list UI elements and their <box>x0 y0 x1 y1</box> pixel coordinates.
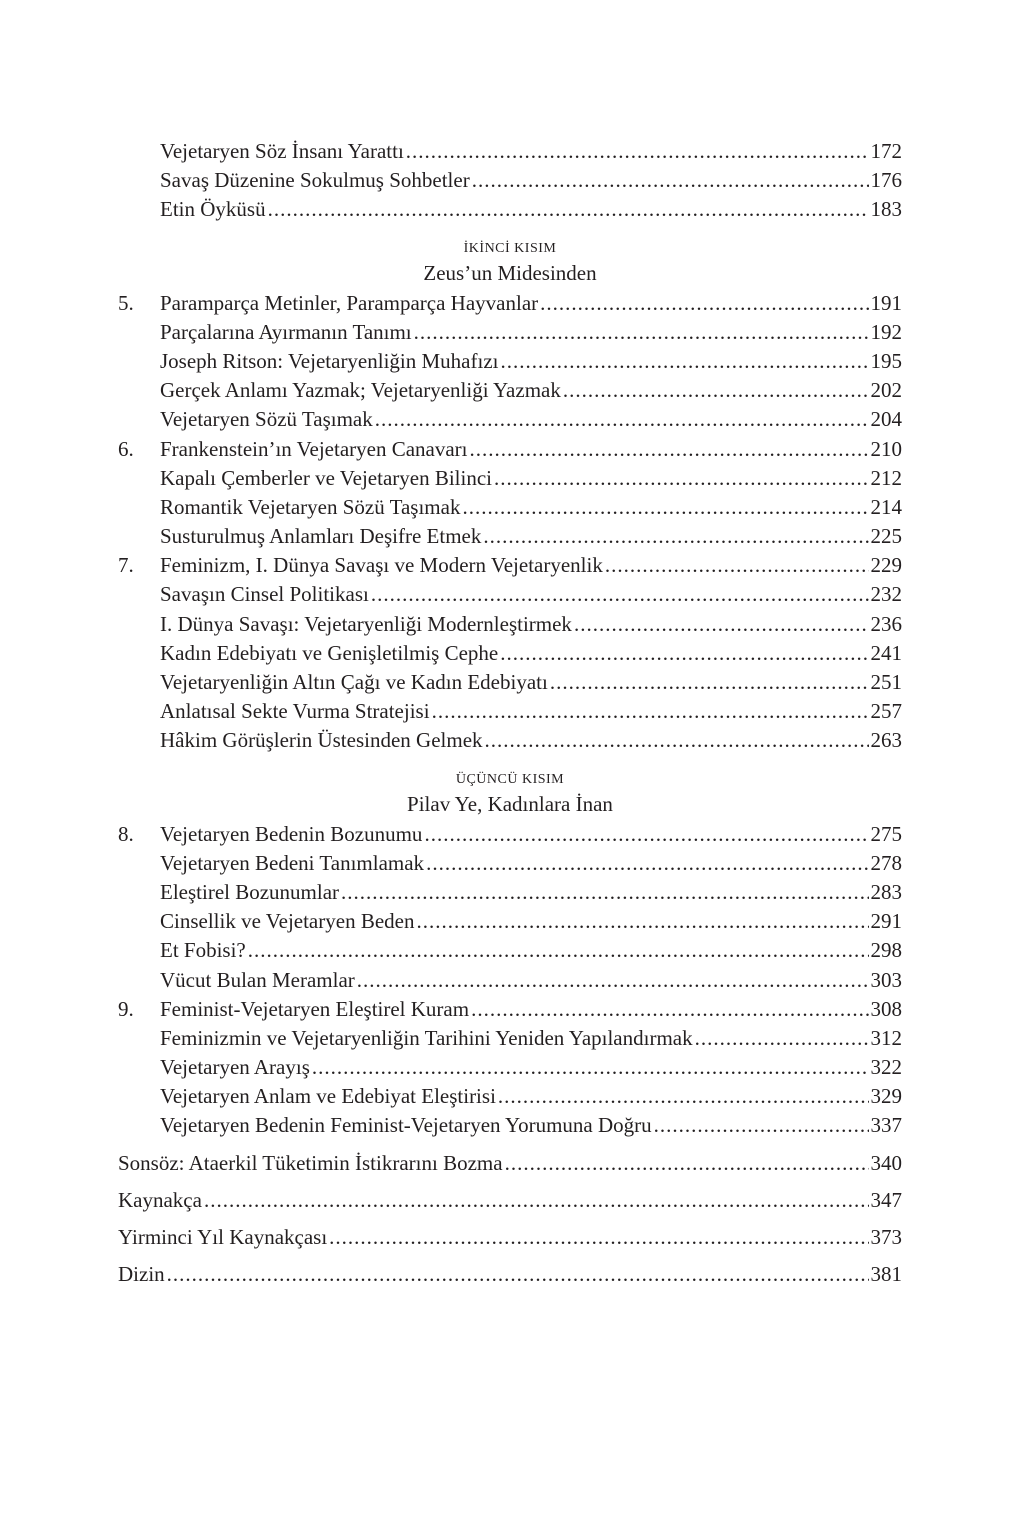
entry-title: Kapalı Çemberler ve Vejetaryen Bilinci <box>160 465 492 490</box>
entry-page: 373 <box>870 1224 902 1249</box>
leader-dots <box>505 1145 869 1182</box>
entry-page: 214 <box>870 494 902 519</box>
entry-title: Feminist-Vejetaryen Eleştirel Kuram <box>160 996 470 1021</box>
entry-page: 275 <box>870 821 902 846</box>
chapter-entry[interactable] <box>118 995 902 1024</box>
entry-page: 257 <box>870 699 902 724</box>
entry-title: Anlatısal Sekte Vurma Stratejisi <box>160 699 430 724</box>
section-entry[interactable] <box>118 907 902 936</box>
part-title: Pilav Ye, Kadınlara İnan <box>407 791 613 816</box>
section-entry[interactable] <box>118 878 902 907</box>
entry-title: Vejetaryen Arayış <box>160 1055 310 1080</box>
part-title: Zeus’un Midesinden <box>423 260 597 285</box>
entry-page: 241 <box>870 640 902 665</box>
entry-title: Etin Öyküsü <box>160 197 266 222</box>
chapter-number: 9. <box>118 996 134 1021</box>
section-entry[interactable] <box>118 697 902 726</box>
toc-entry[interactable] <box>118 166 902 195</box>
entry-title: Vejetaryen Sözü Taşımak <box>160 407 373 432</box>
leader-dots <box>416 907 868 936</box>
chapter-number: 8. <box>118 821 134 846</box>
leader-dots <box>471 995 868 1024</box>
section-entry[interactable] <box>118 610 902 639</box>
entry-title: Sonsöz: Ataerkil Tüketimin İstikrarını Bozma <box>118 1150 503 1175</box>
entry-title: Yirminci Yıl Kaynakçası <box>118 1224 328 1249</box>
entry-title: Savaş Düzenine Sokulmuş Sohbetler <box>160 168 470 193</box>
chapter-number: 6. <box>118 436 134 461</box>
entry-title: Gerçek Anlamı Yazmak; Vejetaryenliği Yazmak <box>160 378 561 403</box>
section-entry[interactable] <box>118 639 902 668</box>
chapter-entry[interactable] <box>118 820 902 849</box>
leader-dots <box>550 668 869 697</box>
leader-dots <box>204 1182 869 1219</box>
section-entry[interactable] <box>118 318 902 347</box>
entry-page: 204 <box>870 407 902 432</box>
entry-page: 337 <box>870 1113 902 1138</box>
entry-page: 322 <box>870 1055 902 1080</box>
section-entry[interactable] <box>118 405 902 434</box>
chapter-number: 5. <box>118 290 134 315</box>
back-matter-entry[interactable] <box>118 1182 902 1219</box>
entry-page: 172 <box>870 139 902 163</box>
entry-title: Vejetaryenliğin Altın Çağı ve Kadın Edebiyatı <box>160 670 548 694</box>
entry-page: 298 <box>870 938 902 963</box>
entry-page: 202 <box>870 378 902 403</box>
leader-dots <box>500 639 868 668</box>
entry-page: 340 <box>870 1150 902 1175</box>
leader-dots <box>605 551 869 580</box>
part-label: ÜÇÜNCÜ KISIM <box>455 771 565 787</box>
entry-title: Vejetaryen Bedenin Bozunumu <box>160 821 423 846</box>
leader-dots <box>500 347 868 376</box>
toc-entry[interactable] <box>118 137 902 166</box>
leader-dots <box>312 1053 869 1082</box>
entry-page: 308 <box>870 996 902 1021</box>
entry-page: 291 <box>870 909 902 934</box>
leader-dots <box>371 580 869 609</box>
entry-page: 236 <box>870 611 902 636</box>
leader-dots <box>494 464 869 493</box>
entry-page: 192 <box>870 319 902 344</box>
chapter-entry[interactable] <box>118 435 902 464</box>
section-entry[interactable] <box>118 580 902 609</box>
leader-dots <box>329 1219 868 1256</box>
section-entry[interactable] <box>118 347 902 376</box>
entry-title: Cinsellik ve Vejetaryen Beden <box>160 909 415 934</box>
entry-page: 251 <box>870 670 902 694</box>
entry-title: Feminizm, I. Dünya Savaşı ve Modern Vejetaryenlik <box>160 553 603 578</box>
entry-title: Frankenstein’ın Vejetaryen Canavarı <box>160 436 468 461</box>
entry-title: Kaynakça <box>118 1187 202 1212</box>
leader-dots <box>424 820 868 849</box>
leader-dots <box>432 697 869 726</box>
entry-title: Paramparça Metinler, Paramparça Hayvanlar <box>160 290 539 315</box>
leader-dots <box>563 376 869 405</box>
entry-page: 347 <box>870 1187 902 1212</box>
entry-page: 183 <box>870 197 902 222</box>
entry-title: Susturulmuş Anlamları Deşifre Etmek <box>160 524 482 549</box>
section-entry[interactable] <box>118 1024 902 1053</box>
leader-dots <box>357 966 869 995</box>
entry-title: Et Fobisi? <box>160 938 246 963</box>
entry-page: 229 <box>870 553 902 578</box>
toc-entry[interactable] <box>118 195 902 224</box>
entry-title: Parçalarına Ayırmanın Tanımı <box>160 319 412 344</box>
entry-page: 312 <box>870 1025 902 1050</box>
leader-dots <box>470 435 869 464</box>
leader-dots <box>472 166 869 195</box>
leader-dots <box>268 195 869 224</box>
entry-title: Eleştirel Bozunumlar <box>160 879 340 904</box>
entry-title: I. Dünya Savaşı: Vejetaryenliği Modernleştirmek <box>160 611 572 636</box>
entry-page: 225 <box>870 524 902 549</box>
leader-dots <box>574 610 869 639</box>
leader-dots <box>341 878 868 907</box>
leader-dots <box>540 289 868 318</box>
entry-page: 176 <box>870 168 902 193</box>
leader-dots <box>414 318 869 347</box>
section-entry[interactable] <box>118 966 902 995</box>
table-of-contents <box>118 137 902 1293</box>
section-entry[interactable] <box>118 464 902 493</box>
leader-dots <box>654 1111 869 1140</box>
entry-title: Romantik Vejetaryen Sözü Taşımak <box>160 494 461 519</box>
leader-dots <box>485 726 869 755</box>
entry-title: Vejetaryen Bedenin Feminist-Vejetaryen Yorumuna Doğru <box>160 1113 652 1138</box>
entry-page: 381 <box>870 1261 902 1286</box>
entry-page: 212 <box>870 465 902 490</box>
leader-dots <box>406 137 869 166</box>
section-entry[interactable] <box>118 1053 902 1082</box>
chapter-entry[interactable] <box>118 289 902 318</box>
entry-page: 263 <box>870 728 902 753</box>
section-entry[interactable] <box>118 522 902 551</box>
leader-dots <box>248 936 869 965</box>
back-matter-entry[interactable] <box>118 1256 902 1293</box>
leader-dots <box>695 1024 869 1053</box>
leader-dots <box>498 1082 869 1111</box>
entry-title: Vücut Bulan Meramlar <box>160 967 355 992</box>
back-matter-entry[interactable] <box>118 1219 902 1256</box>
entry-page: 278 <box>870 850 902 875</box>
part-label: İKİNCİ KISIM <box>463 240 557 256</box>
entry-page: 232 <box>870 582 902 607</box>
entry-title: Hâkim Görüşlerin Üstesinden Gelmek <box>160 728 483 753</box>
entry-title: Vejetaryen Söz İnsanı Yarattı <box>160 139 404 163</box>
chapter-entry[interactable] <box>118 551 902 580</box>
entry-title: Vejetaryen Anlam ve Edebiyat Eleştirisi <box>160 1084 496 1109</box>
section-entry[interactable] <box>118 1082 902 1111</box>
entry-page: 303 <box>870 967 902 992</box>
entry-title: Kadın Edebiyatı ve Genişletilmiş Cephe <box>160 640 499 665</box>
leader-dots <box>483 522 868 551</box>
entry-page: 283 <box>870 879 902 904</box>
leader-dots <box>426 849 868 878</box>
section-entry[interactable] <box>118 726 902 755</box>
leader-dots <box>462 493 868 522</box>
leader-dots <box>167 1256 869 1293</box>
entry-title: Vejetaryen Bedeni Tanımlamak <box>160 850 425 875</box>
entry-page: 329 <box>870 1084 902 1109</box>
section-entry[interactable] <box>118 936 902 965</box>
back-matter-entry[interactable] <box>118 1145 902 1182</box>
entry-title: Joseph Ritson: Vejetaryenliğin Muhafızı <box>160 348 499 373</box>
entry-title: Feminizmin ve Vejetaryenliğin Tarihini Yeniden Yapılandırmak <box>160 1025 693 1050</box>
entry-page: 191 <box>870 290 902 315</box>
section-entry[interactable] <box>118 493 902 522</box>
entry-title: Dizin <box>118 1261 165 1286</box>
entry-page: 195 <box>870 348 902 373</box>
chapter-number: 7. <box>118 553 134 578</box>
section-entry[interactable] <box>118 849 902 878</box>
leader-dots <box>375 405 869 434</box>
entry-page: 210 <box>870 436 902 461</box>
section-entry[interactable] <box>118 376 902 405</box>
section-entry[interactable] <box>118 1111 902 1140</box>
entry-title: Savaşın Cinsel Politikası <box>160 582 369 607</box>
section-entry[interactable] <box>118 668 902 697</box>
